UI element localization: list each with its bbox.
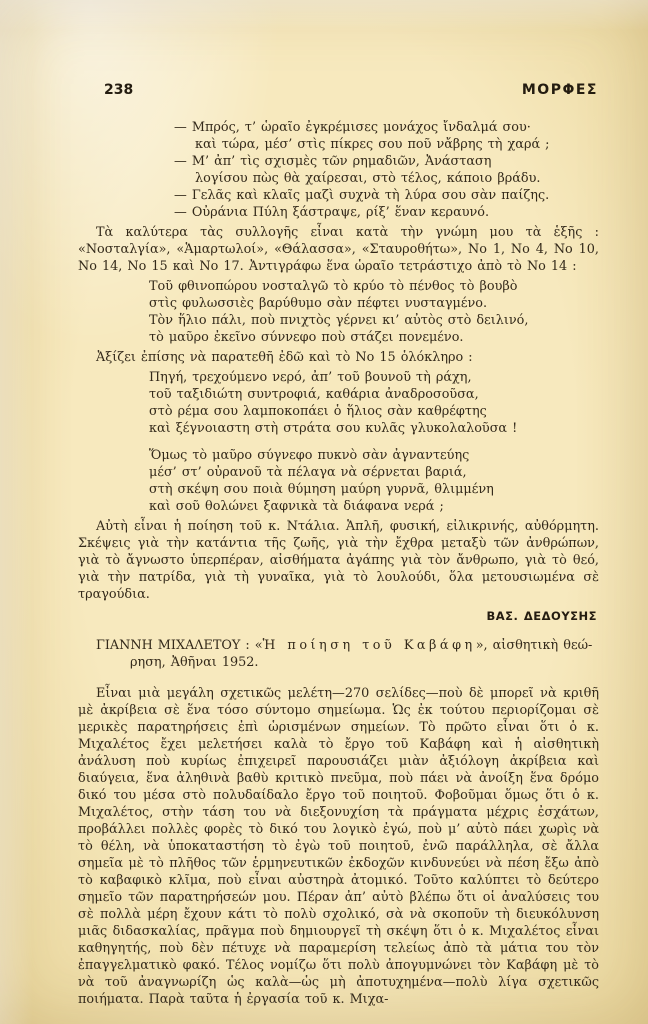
- poem-line: — Μ’ ἀπ’ τὶς σχισμὲς τῶν ρημαδιῶν, Ἀνάσταση: [174, 154, 492, 169]
- poem-line: καὶ σοῦ θολώνει ξαφνικὰ τὰ διάφανα νερά ;: [149, 499, 444, 514]
- paragraph-best-poems: Τὰ καλύτερα τὰς συλλογῆς εἶναι κατὰ τὴν γνώμη μου τὰ ἑξῆς : «Νοσταλγία», «Ἁμαρτωλοί», «Θάλασσα», «Σταυροθήτω», Νο 1, Νο 4, Νο 10, Νο 14, Νο 15 καὶ Νο 17. Ἀντιγράφω ἕνα ὡραῖο τετράστιχο ἀπὸ τὸ Νο 14 :: [78, 225, 599, 274]
- poem-tetrastich-quote: [149, 278, 599, 346]
- poem-line: Ὅμως τὸ μαῦρο σύγνεφο πυκνὸ σὰν ἀγναντεύης: [149, 448, 470, 463]
- poem-line: — Μπρός, τ’ ὡραῖο ἐγκρέμισες μονάχος ἴνδαλμά σου·: [174, 120, 531, 135]
- page-number: 238: [104, 82, 134, 98]
- poem-stanza: [149, 447, 599, 515]
- poem-line: Τὸν ἥλιο πάλι, ποὺ πνιχτὸς γέρνει κι’ αὐτὸς στὸ δειλινό,: [149, 313, 529, 328]
- review-author: ΓΙΑΝΝΗ ΜΙΧΑΛΕΤΟΥ : «: [96, 638, 263, 653]
- review-dalia-section: [78, 119, 599, 625]
- page-header: [104, 82, 598, 98]
- poem-line: — Οὐράνια Πύλη ξάστραψε, ρίξ’ ἕναν κεραυνό.: [174, 205, 490, 220]
- poem-line: Τοῦ φθινοπώρου νοσταλγῶ τὸ κρύο τὸ πένθος τὸ βουβὸ: [149, 279, 518, 294]
- poem-line: στὴ σκέψη σου ποιὰ θύμηση μαύρη γυρνᾶ, θλιμμένη: [149, 482, 494, 497]
- reviewer-signature: ΒΑΣ. ΔΕΔΟΥΣΗΣ: [486, 609, 597, 623]
- review-heading: [78, 637, 599, 671]
- poem-line: τὸ μαῦρο ἐκεῖνο σύννεφο ποὺ στάζει πονεμένο.: [149, 330, 464, 345]
- poem-line: Πηγή, τρεχούμενο νερό, ἀπ’ τοῦ βουνοῦ τὴ ράχη,: [149, 370, 472, 385]
- poem-line: λογίσου πὼς θὰ χαίρεσαι, στὸ τέλος, κάποιο βράδυ.: [195, 171, 541, 186]
- review-body-paragraph: Εἶναι μιὰ μεγάλη σχετικῶς μελέτη—270 σελίδες—ποὺ δὲ μπορεῖ νὰ κριθῆ μὲ ἀκρίβεια σὲ ἕνα τόσο σύντομο σημείωμα. Ὡς ἐκ τούτου περιορίζομαι σὲ μερικὲς παρατηρήσεις ἐπὶ ὡρισμένων σημείων. Τὸ πρῶτο εἶναι ὅτι ὁ κ. Μιχαλέτος ἔχει μελετήσει καλὰ τὸ ἔργο τοῦ Καβάφη καὶ ἡ αἰσθητικὴ ἀνάλυση ποὺ κυρίως ἐπιχειρεῖ παρουσιάζει μιὰν ἀξιόλογη ἀκρίβεια καὶ διαύγεια, ἕνα ἀληθινὰ βαθὺ κριτικὸ πνεῦμα, ποὺ πάει νὰ ἀνοίξη ἕνα δρόμο δικό του μέσα στὸ πολυδαίδαλο ἔργο τοῦ ποιητοῦ. Φοβοῦμαι ὅμως ὅτι ὁ κ. Μιχαλέτος, στὴν τάση του νὰ διεξονυχίση τὰ πράγματα μέχρις ἐσχάτων, προβάλλει πολλὲς φορὲς τὸ δικό του λογικὸ ἐγώ, ποὺ μ’ αὐτὸ πάει χωρὶς νὰ τὸ θέλη, νὰ ὑποκαταστήση τὸ ἐγὼ τοῦ ποιητοῦ, ἐνῶ παράλληλα, σὲ ἄλλα σημεῖα μὲ τὸ πλῆθος τῶν ἑρμηνευτικῶν ἐκδοχῶν κινδυνεύει νὰ πέση ἔξω ἀπὸ τὸ καβαφικὸ κλῖμα, ποὺ εἶναι αὐστηρὰ ἀτομικό. Τοῦτο καλύπτει τὸ δεύτερο σημεῖο τῶν παρατηρήσεών μου. Πέραν ἀπ’ αὐτὸ βλέπω ὅτι οἱ ἀναλύσεις του σὲ πολλὰ μέρη ἔχουν κάτι τὸ πολὺ σχολικό, σὰ νὰ σκοποῦν τὴ διευκόλυνση μιᾶς διδασκαλίας, πρᾶγμα ποὺ δημιουργεῖ τὴ σκέψη ὅτι ὁ κ. Μιχαλέτος εἶναι καθηγητής, ποὺ δὲν πέτυχε νὰ παραμερίση τελείως ἀπὸ τὰ μάτια του τὸν ἐπαγγελματικὸ φακό. Τέλος νομίζω ὅτι πολὺ ἀπογυμνώνει τὸν Καβάφη μὲ τὸ νὰ τοῦ ἀναγνωρίζη ὡς καλὰ—ὡς μὴ ἀποτυχημένα—πολὺ λίγα σχετικῶς ποιήματα. Παρὰ ταῦτα ἡ ἐργασία τοῦ κ. Μιχα-: [78, 686, 599, 1007]
- paragraph-no15-intro: Ἀξίζει ἐπίσης νὰ παρατεθῆ ἐδῶ καὶ τὸ Νο 15 ὁλόκληρο :: [96, 350, 473, 365]
- poem-stanza: [149, 369, 599, 437]
- poem-pigi-quote: [149, 369, 599, 515]
- journal-title: ΜΟΡΦΕΣ: [521, 82, 598, 98]
- poem-line: καὶ τώρα, μέσ’ στὶς πίκρες σου ποῦ νἄβρης τὴ χαρά ;: [195, 137, 550, 152]
- poem-line: μέσ’ στ’ οὐρανοῦ τὰ πέλαγα νὰ σέρνεται βαριά,: [149, 465, 467, 480]
- review-heading-line1: [78, 637, 599, 654]
- paragraph-closing-assessment: Αὐτὴ εἶναι ἡ ποίηση τοῦ κ. Ντάλια. Ἁπλῆ, φυσική, εἰλικρινής, αὐθόρμητη. Σκέψεις γιὰ τὴν κατάντια τῆς ζωῆς, γιὰ τὴν ἔχθρα μεταξὺ τῶν ἀνθρώπων, γιὰ τὸ ἄγνωστο ὑπερπέραν, αἰσθήματα ἀγάπης γιὰ τὸν ἄνθρωπο, γιὰ τὸ θεό, γιὰ τὴν πατρίδα, γιὰ τὴ γυναῖκα, γιὰ τὸ λουλούδι, ὅλα μετουσιωμένα σὲ τραγούδια.: [78, 519, 599, 602]
- review-heading-line2: ρηση, Ἀθῆναι 1952.: [130, 655, 259, 670]
- poem-line: καὶ ξέγνοιαστη στὴ στράτα σου κυλᾶς γλυκολαλοῦσα !: [149, 421, 518, 436]
- poem-dialogue-quote: [174, 119, 599, 221]
- book-title: Ἡ ποίηση τοῦ Καβάφη: [262, 638, 476, 653]
- review-michaletos-section: [78, 637, 599, 1008]
- page-content: [78, 116, 599, 1010]
- review-heading-tail: », αἰσθητικὴ θεώ-: [475, 638, 593, 653]
- poem-line: στὸ ρέμα σου λαμποκοπάει ὁ ἥλιος σὰν καθρέφτης: [149, 404, 487, 419]
- poem-line: — Γελᾶς καὶ κλαῖς μαζὶ συχνὰ τὴ λύρα σου σὰν παίζης.: [174, 188, 550, 203]
- poem-line: στὶς φυλωσσιὲς βαρύθυμο σὰν πέφτει νυσταγμένο.: [149, 296, 488, 311]
- poem-line: τοῦ ταξιδιώτη συντροφιά, καθάρια ἀναδροσοῦσα,: [149, 387, 479, 402]
